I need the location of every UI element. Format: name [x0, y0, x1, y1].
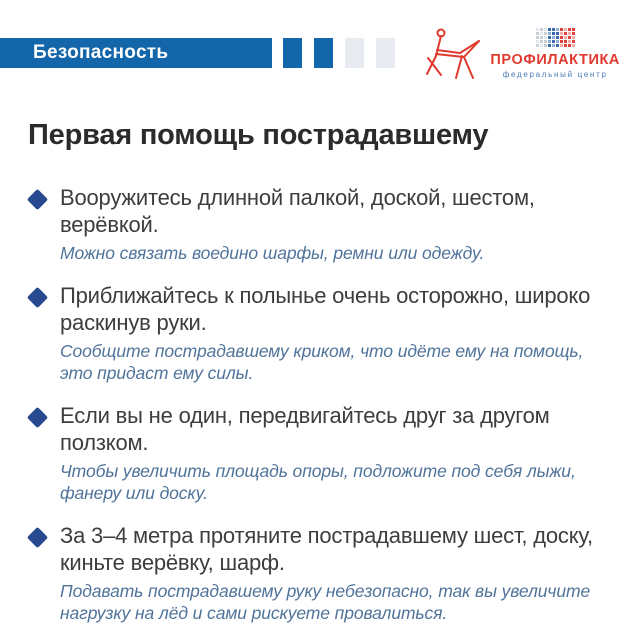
mosaic-cell — [564, 44, 567, 47]
mosaic-cell — [540, 40, 543, 43]
decor-square — [376, 38, 395, 68]
diamond-bullet-icon — [27, 527, 48, 548]
page-title: Первая помощь пострадавшему — [28, 119, 489, 151]
mosaic-cell — [568, 28, 571, 31]
diamond-bullet-icon — [27, 189, 48, 210]
decor-square — [314, 38, 333, 68]
content-area — [0, 119, 640, 624]
mosaic-cell — [568, 44, 571, 47]
mosaic-cell — [560, 36, 563, 39]
mosaic-cell — [552, 36, 555, 39]
bullet-item — [28, 283, 614, 384]
bullet-body — [60, 523, 608, 624]
mosaic-cell — [552, 32, 555, 35]
mosaic-cell — [572, 36, 575, 39]
safety-banner — [0, 38, 272, 68]
mosaic-cell — [552, 28, 555, 31]
mosaic-cell — [560, 28, 563, 31]
bullet-item — [28, 523, 614, 624]
bullet-note-text: Можно связать воедино шарфы, ремни или одежду. — [60, 242, 485, 263]
mosaic-cell — [556, 44, 559, 47]
bullet-body — [60, 403, 608, 504]
logo-mosaic — [536, 28, 575, 47]
mosaic-cell — [544, 32, 547, 35]
mosaic-cell — [544, 40, 547, 43]
bullet-body — [60, 185, 608, 264]
mosaic-cell — [548, 36, 551, 39]
mosaic-cell — [536, 40, 539, 43]
bullet-main-text: Если вы не один, передвигайтесь друг за другом ползком. — [60, 402, 550, 455]
bullet-note-text: Подавать пострадавшему руку небезопасно, так вы увеличите нагрузку на лёд и сами рискуете провалиться. — [60, 580, 591, 623]
mosaic-cell — [564, 40, 567, 43]
mosaic-cell — [572, 44, 575, 47]
diamond-bullet-icon — [27, 287, 48, 308]
bullet-item — [28, 185, 614, 264]
mosaic-cell — [564, 28, 567, 31]
mosaic-cell — [552, 40, 555, 43]
mosaic-cell — [552, 44, 555, 47]
bullet-item — [28, 403, 614, 504]
mosaic-cell — [572, 28, 575, 31]
mosaic-cell — [540, 28, 543, 31]
mosaic-cell — [536, 44, 539, 47]
bullet-main-text: Вооружитесь длинной палкой, доской, шестом, верёвкой. — [60, 185, 535, 237]
mosaic-cell — [572, 40, 575, 43]
mosaic-cell — [544, 28, 547, 31]
header-decor-squares — [283, 38, 395, 68]
mosaic-cell — [548, 44, 551, 47]
bullet-list — [28, 185, 614, 624]
logo-sketch-icon — [422, 26, 482, 80]
mosaic-cell — [564, 32, 567, 35]
banner-label: Безопасность — [33, 42, 169, 63]
mosaic-cell — [556, 40, 559, 43]
mosaic-cell — [568, 36, 571, 39]
bullet-main-text: За 3–4 метра протяните пострадавшему шест, доску, киньте верёвку, шарф. — [60, 523, 593, 575]
brand-subtitle: федеральный центр — [502, 69, 608, 79]
mosaic-cell — [560, 40, 563, 43]
bullet-note-text: Сообщите пострадавшему криком, что идёте ему на помощь, это придаст ему силы. — [60, 340, 584, 383]
decor-square — [283, 38, 302, 68]
mosaic-cell — [536, 32, 539, 35]
bullet-main-text: Приближайтесь к полынье очень осторожно, широко раскинув руки. — [60, 282, 591, 335]
mosaic-cell — [556, 32, 559, 35]
mosaic-cell — [548, 28, 551, 31]
mosaic-cell — [560, 32, 563, 35]
bullet-note-text: Чтобы увеличить площадь опоры, подложите под себя лыжи, фанеру или доску. — [60, 460, 576, 503]
mosaic-cell — [544, 36, 547, 39]
mosaic-cell — [536, 28, 539, 31]
logo-text-block — [490, 28, 620, 79]
diamond-bullet-icon — [27, 407, 48, 428]
decor-square — [345, 38, 364, 68]
mosaic-cell — [572, 32, 575, 35]
mosaic-cell — [536, 36, 539, 39]
mosaic-cell — [540, 36, 543, 39]
mosaic-cell — [548, 32, 551, 35]
page-header — [0, 0, 640, 92]
mosaic-cell — [568, 40, 571, 43]
mosaic-cell — [556, 36, 559, 39]
mosaic-cell — [568, 32, 571, 35]
brand-logo — [422, 26, 620, 80]
mosaic-cell — [560, 44, 563, 47]
brand-name: ПРОФИЛАКТИКА — [490, 51, 620, 68]
mosaic-cell — [564, 36, 567, 39]
bullet-body — [60, 283, 608, 384]
mosaic-cell — [556, 28, 559, 31]
mosaic-cell — [544, 44, 547, 47]
mosaic-cell — [540, 32, 543, 35]
mosaic-cell — [540, 44, 543, 47]
mosaic-cell — [548, 40, 551, 43]
